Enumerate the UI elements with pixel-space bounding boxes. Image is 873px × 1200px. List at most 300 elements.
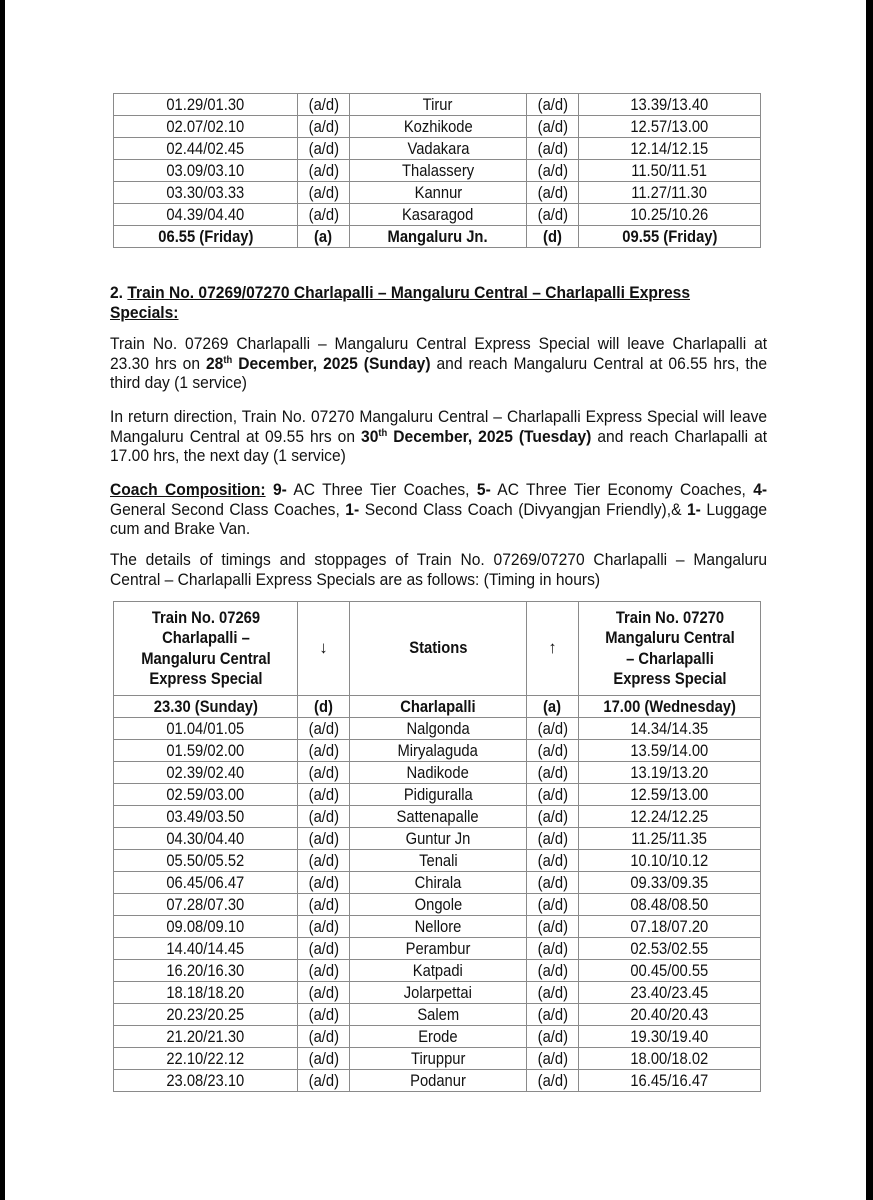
direction-cell-text: (a/d) [308,851,339,870]
return-time-cell-text: 12.24/12.25 [630,807,709,826]
departure-time-cell-text: 23.08/23.10 [166,1071,245,1090]
direction-cell-text: (a/d) [308,873,339,892]
station-cell-text: Guntur Jn [405,829,471,848]
departure-time-cell-text: 06.45/06.47 [166,873,245,892]
departure-time-cell-text: 21.20/21.30 [166,1027,245,1046]
direction-cell [298,894,350,916]
departure-time-cell [114,116,298,138]
departure-time-cell-text: 02.07/02.10 [166,117,245,136]
coach-type: Second Class Coach (Divyangjan Friendly),& [359,499,687,519]
down-arrow-glyph: ↓ [319,638,328,658]
direction-cell [527,894,579,916]
direction-cell-text: (a/d) [537,741,568,760]
coach-count: 4- [753,480,768,499]
return-time-cell-text: 12.59/13.00 [630,785,709,804]
return-time-cell [579,1048,761,1070]
station-cell-text: Mangaluru Jn. [387,227,488,246]
departure-time-cell [114,94,298,116]
direction-cell [527,872,579,894]
station-cell-text: Katpadi [412,961,464,980]
direction-cell-text: (a/d) [308,719,339,738]
section-heading [110,283,767,323]
direction-cell [527,1070,579,1092]
table-row [114,784,761,806]
station-cell-text: Vadakara [406,139,470,158]
direction-cell-text: (a/d) [537,961,568,980]
direction-cell-text: (a/d) [308,161,339,180]
station-cell [350,938,527,960]
return-time-cell [579,850,761,872]
station-cell-text: Perambur [405,939,471,958]
direction-cell-text: (a/d) [308,983,339,1002]
direction-cell-text: (a/d) [308,139,339,158]
return-time-cell-text: 00.45/00.55 [630,961,709,980]
return-time-cell [579,718,761,740]
table-row [114,938,761,960]
station-cell [350,1070,527,1092]
table-row [114,718,761,740]
table-row [114,850,761,872]
direction-cell [527,982,579,1004]
direction-cell-text: (a/d) [308,95,339,114]
station-cell [350,696,527,718]
departure-time-cell-text: 02.59/03.00 [166,785,245,804]
header-line: Express Special [148,670,263,688]
return-time-cell-text: 12.57/13.00 [630,117,709,136]
departure-time-cell-text: 01.29/01.30 [166,95,245,114]
station-cell-text: Tenali [418,851,458,870]
return-time-cell [579,982,761,1004]
direction-cell-text: (a/d) [537,1049,568,1068]
return-time-cell-text: 07.18/07.20 [630,917,709,936]
departure-time-cell [114,960,298,982]
departure-time-cell [114,1004,298,1026]
station-cell-text: Sattenapalle [396,807,480,826]
station-cell-text: Kozhikode [403,117,473,136]
return-time-cell-text: 11.27/11.30 [631,183,708,202]
timetable-continued-body [114,94,761,248]
station-cell [350,872,527,894]
departure-time-cell [114,226,298,248]
table-row [114,226,761,248]
direction-cell-text: (a/d) [537,95,568,114]
departure-time-cell [114,1048,298,1070]
return-time-cell [579,960,761,982]
direction-cell [527,204,579,226]
direction-cell-text: (a/d) [308,961,339,980]
station-cell [350,916,527,938]
coach-count: 5- [476,480,491,499]
departure-time-cell-text: 02.44/02.45 [166,139,245,158]
departure-time-cell-text: 18.18/18.20 [166,983,245,1002]
down-arrow-icon [298,602,350,696]
header-train-07269 [114,602,298,696]
direction-cell [527,160,579,182]
direction-cell [298,1004,350,1026]
station-cell [350,960,527,982]
return-time-cell-text: 09.55 (Friday) [621,227,718,246]
direction-cell-text: (a/d) [537,719,568,738]
direction-cell [298,718,350,740]
timetable-header [114,602,761,696]
station-cell-text: Salem [417,1005,459,1024]
direction-cell [527,138,579,160]
table-row [114,740,761,762]
departure-time-cell-text: 16.20/16.30 [166,961,245,980]
header-stations [350,602,527,696]
table-row [114,182,761,204]
return-time-cell-text: 13.19/13.20 [630,763,709,782]
direction-cell [298,828,350,850]
departure-time-cell [114,182,298,204]
direction-cell-text: (a/d) [537,939,568,958]
departure-time-cell [114,1026,298,1048]
table-row [114,1070,761,1092]
coach-type: AC Three Tier Coaches, [286,480,477,499]
station-cell-text: Jolarpettai [403,983,473,1002]
direction-cell-text: (a/d) [308,1049,339,1068]
direction-cell-text: (a/d) [308,183,339,202]
departure-time-cell-text: 02.39/02.40 [166,763,245,782]
direction-cell [527,850,579,872]
direction-cell [527,806,579,828]
direction-cell [527,740,579,762]
direction-cell [298,160,350,182]
return-time-cell-text: 10.25/10.26 [630,205,709,224]
direction-cell-text: (a/d) [308,741,339,760]
return-time-cell-text: 08.48/08.50 [630,895,709,914]
coach-count: 9- [272,480,287,499]
return-time-cell [579,182,761,204]
direction-cell [527,696,579,718]
direction-cell [298,850,350,872]
outbound-date-day: 28 [205,353,224,373]
up-arrow-icon [527,602,579,696]
section-number: 2. [110,283,124,302]
departure-time-cell [114,762,298,784]
return-time-cell-text: 17.00 (Wednesday) [603,697,736,716]
direction-cell [298,696,350,718]
direction-cell [298,204,350,226]
return-time-cell [579,696,761,718]
station-cell-text: Nadikode [406,763,470,782]
station-cell-text: Podanur [410,1071,466,1090]
station-cell-text: Miryalaguda [397,741,479,760]
direction-cell-text: (a/d) [308,785,339,804]
table-row [114,872,761,894]
departure-time-cell-text: 04.30/04.40 [166,829,245,848]
direction-cell [527,762,579,784]
direction-cell-text: (a/d) [537,763,568,782]
direction-cell-text: (d) [543,227,562,246]
station-cell-text: Thalassery [401,161,475,180]
departure-time-cell [114,784,298,806]
direction-cell [527,828,579,850]
station-cell [350,116,527,138]
outbound-date [206,354,431,373]
section-title-line1: Train No. 07269/07270 Charlapalli – Mangaluru Central – Charlapalli Express [127,283,691,302]
direction-cell [527,916,579,938]
return-time-cell [579,160,761,182]
right-frame-edge [866,0,873,1200]
return-time-cell-text: 11.50/11.51 [631,161,708,180]
direction-cell-text: (a/d) [308,1005,339,1024]
table-row [114,160,761,182]
departure-time-cell [114,828,298,850]
departure-time-cell-text: 14.40/14.45 [166,939,245,958]
departure-time-cell-text: 20.23/20.25 [166,1005,245,1024]
return-time-cell-text: 11.25/11.35 [631,829,708,848]
table-row [114,204,761,226]
table-row [114,1048,761,1070]
return-time-cell [579,204,761,226]
departure-time-cell [114,160,298,182]
station-cell [350,894,527,916]
coach-count: 1- [345,499,360,519]
return-time-cell-text: 20.40/20.43 [630,1005,709,1024]
station-cell [350,1004,527,1026]
table-row [114,1026,761,1048]
direction-cell [298,916,350,938]
coach-composition-label: Coach Composition: [110,480,266,499]
direction-cell [298,94,350,116]
departure-time-cell [114,982,298,1004]
departure-time-cell [114,718,298,740]
direction-cell-text: (d) [314,697,333,716]
direction-cell [527,784,579,806]
departure-time-cell-text: 01.04/01.05 [166,719,245,738]
departure-time-cell [114,872,298,894]
table-row [114,696,761,718]
direction-cell-text: (a) [543,697,562,716]
direction-cell-text: (a/d) [308,117,339,136]
direction-cell [527,1026,579,1048]
station-cell-text: Pidiguralla [403,785,473,804]
header-line: Charlapalli – [161,629,250,647]
details-paragraph [110,550,767,589]
return-time-cell [579,806,761,828]
section-title-line2: Specials: [110,303,179,322]
departure-time-cell [114,696,298,718]
direction-cell [298,806,350,828]
header-stations-label: Stations [408,639,468,658]
direction-cell-text: (a/d) [308,939,339,958]
departure-time-cell-text: 23.30 (Sunday) [153,697,258,716]
direction-cell [298,784,350,806]
return-time-cell-text: 09.33/09.35 [630,873,709,892]
return-time-cell [579,894,761,916]
return-time-cell-text: 13.39/13.40 [630,95,709,114]
header-line: Express Special [612,670,727,688]
return-time-cell [579,938,761,960]
direction-cell [298,740,350,762]
coach-type: AC Three Tier Economy Coaches, [490,480,754,499]
departure-time-cell-text: 06.55 (Friday) [157,227,254,246]
return-time-cell [579,138,761,160]
outbound-text-end: and reach Mangaluru Central at 06.55 hrs, the third day (1 service) [110,353,768,393]
direction-cell-text: (a/d) [537,161,568,180]
return-time-cell-text: 12.14/12.15 [630,139,709,158]
station-cell [350,160,527,182]
direction-cell [527,1048,579,1070]
return-time-cell [579,226,761,248]
station-cell [350,718,527,740]
header-line: Mangaluru Central [140,649,271,668]
timetable-07269-07270 [113,601,761,1092]
station-cell-text: Tiruppur [410,1049,466,1068]
direction-cell [298,1070,350,1092]
header-line: Mangaluru Central [604,629,735,647]
direction-cell-text: (a/d) [308,807,339,826]
station-cell-text: Kasaragod [402,205,474,224]
up-arrow-glyph: ↑ [548,638,557,658]
departure-time-cell [114,204,298,226]
direction-cell-text: (a/d) [537,807,568,826]
departure-time-cell-text: 05.50/05.52 [166,851,245,870]
direction-cell-text: (a/d) [308,895,339,914]
coach-count: 1- [686,499,701,519]
direction-cell-text: (a/d) [308,917,339,936]
return-date-suffix: th [378,427,388,439]
return-time-cell-text: 23.40/23.45 [630,983,709,1002]
coach-type: General Second Class Coaches, [110,499,346,519]
departure-time-cell [114,1070,298,1092]
direction-cell [298,116,350,138]
departure-time-cell-text: 01.59/02.00 [166,741,245,760]
return-text-end: and reach Charlapalli at 17.00 hrs, the next day (1 service) [110,426,768,466]
return-time-cell [579,740,761,762]
outbound-text-start: Train No. 07269 Charlapalli – Mangaluru Central Express Special will leave Charlapalli at 23.30 hrs on [110,334,768,373]
return-time-cell [579,784,761,806]
departure-time-cell [114,850,298,872]
direction-cell [527,938,579,960]
timetable-body [114,696,761,1092]
station-cell [350,138,527,160]
direction-cell [298,138,350,160]
station-cell-text: Chirala [414,873,462,892]
station-cell-text: Tirur [423,95,453,114]
table-row [114,982,761,1004]
direction-cell-text: (a/d) [537,873,568,892]
direction-cell [527,718,579,740]
station-cell-text: Kannur [414,183,462,202]
direction-cell [527,1004,579,1026]
table-row [114,960,761,982]
table-row [114,806,761,828]
return-time-cell-text: 02.53/02.55 [630,939,709,958]
departure-time-cell-text: 04.39/04.40 [166,205,245,224]
outbound-date-rest: December, 2025 (Sunday) [232,353,431,373]
return-time-cell [579,762,761,784]
direction-cell [298,182,350,204]
direction-cell-text: (a/d) [537,1027,568,1046]
station-cell [350,740,527,762]
station-cell [350,94,527,116]
station-cell [350,204,527,226]
direction-cell-text: (a/d) [537,117,568,136]
table-row [114,916,761,938]
table-row [114,894,761,916]
station-cell [350,828,527,850]
direction-cell [298,982,350,1004]
return-time-cell [579,1026,761,1048]
direction-cell-text: (a/d) [537,983,568,1002]
direction-cell-text: (a/d) [537,895,568,914]
station-cell [350,806,527,828]
table-row [114,1004,761,1026]
departure-time-cell-text: 07.28/07.30 [166,895,245,914]
return-time-cell-text: 10.10/10.12 [630,851,709,870]
station-cell [350,1026,527,1048]
direction-cell-text: (a/d) [308,1071,339,1090]
direction-cell-text: (a/d) [537,183,568,202]
direction-cell [298,762,350,784]
direction-cell-text: (a/d) [537,917,568,936]
coach-composition-paragraph [110,480,767,539]
direction-cell-text: (a/d) [537,139,568,158]
return-paragraph [110,407,767,466]
departure-time-cell [114,806,298,828]
departure-time-cell-text: 03.49/03.50 [166,807,245,826]
return-time-cell-text: 19.30/19.40 [630,1027,709,1046]
departure-time-cell [114,916,298,938]
details-text: The details of timings and stoppages of Train No. 07269/07270 Charlapalli – Mangaluru Central – Charlapalli Express Specials are as follows: (Timing in hours) [110,550,768,589]
direction-cell-text: (a/d) [308,829,339,848]
return-time-cell-text: 18.00/18.02 [630,1049,709,1068]
direction-cell [298,1026,350,1048]
direction-cell-text: (a/d) [537,851,568,870]
return-time-cell [579,1004,761,1026]
header-train-07270 [579,602,761,696]
return-time-cell-text: 13.59/14.00 [630,741,709,760]
return-date-rest: December, 2025 (Tuesday) [387,426,592,446]
direction-cell [527,116,579,138]
departure-time-cell [114,894,298,916]
station-cell [350,226,527,248]
direction-cell [298,960,350,982]
direction-cell-text: (a/d) [308,205,339,224]
direction-cell-text: (a) [314,227,333,246]
return-time-cell-text: 14.34/14.35 [630,719,709,738]
station-cell [350,762,527,784]
return-time-cell [579,1070,761,1092]
station-cell-text: Charlapalli [400,697,476,716]
direction-cell-text: (a/d) [308,1027,339,1046]
direction-cell [298,226,350,248]
timetable-continued [113,93,761,248]
outbound-paragraph [110,334,767,393]
station-cell-text: Nalgonda [406,719,470,738]
station-cell-text: Ongole [414,895,462,914]
departure-time-cell [114,740,298,762]
direction-cell-text: (a/d) [537,1005,568,1024]
return-time-cell [579,116,761,138]
departure-time-cell-text: 09.08/09.10 [166,917,245,936]
return-time-cell [579,916,761,938]
header-line: Train No. 07270 [615,608,724,627]
direction-cell [298,1048,350,1070]
direction-cell [298,872,350,894]
header-line: Train No. 07269 [151,608,260,627]
table-row [114,94,761,116]
return-time-cell [579,94,761,116]
table-row [114,138,761,160]
return-text-start: In return direction, Train No. 07270 Mangaluru Central – Charlapalli Express Special will leave Mangaluru Central at 09.55 hrs on [110,407,768,446]
station-cell-text: Erode [418,1027,458,1046]
station-cell [350,1048,527,1070]
departure-time-cell-text: 03.09/03.10 [166,161,245,180]
return-time-cell [579,828,761,850]
